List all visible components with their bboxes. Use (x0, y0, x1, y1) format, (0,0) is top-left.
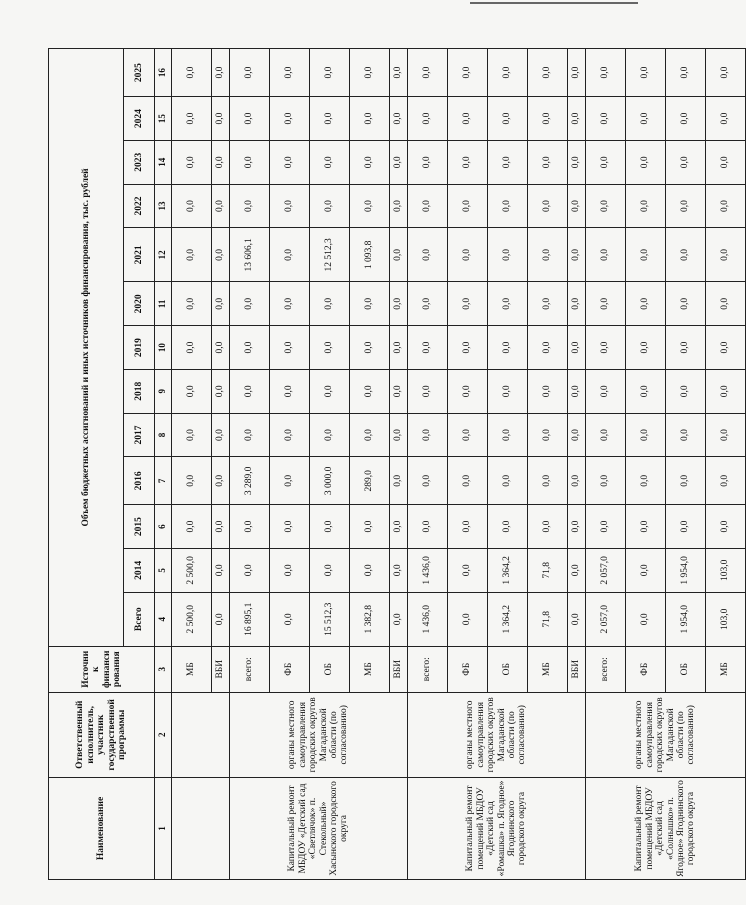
amount-cell: 0,0 (666, 457, 706, 505)
amount-cell: 0,0 (350, 505, 390, 549)
amount-cell: 0,0 (212, 505, 230, 549)
amount-cell: 12 512,3 (310, 228, 350, 282)
amount-cell: 0,0 (310, 282, 350, 326)
amount-cell: 0,0 (390, 505, 408, 549)
amount-cell: 0,0 (390, 413, 408, 457)
amount-cell: 0,0 (448, 369, 488, 413)
amount-cell: 3 289,0 (230, 457, 270, 505)
amount-cell: 0,0 (390, 457, 408, 505)
funding-source: всего: (408, 646, 448, 692)
header-year: 2019 (124, 326, 155, 370)
amount-cell: 0,0 (706, 457, 746, 505)
amount-cell: 0,0 (390, 228, 408, 282)
header-column-number: 3 (155, 646, 172, 692)
amount-cell: 0,0 (172, 228, 212, 282)
amount-cell: 0,0 (488, 228, 528, 282)
amount-cell: 0,0 (626, 282, 666, 326)
header-column-number: 6 (155, 505, 172, 549)
amount-cell: 0,0 (666, 97, 706, 141)
amount-cell: 1 954,0 (666, 548, 706, 592)
amount-cell: 0,0 (448, 282, 488, 326)
amount-cell: 0,0 (350, 413, 390, 457)
amount-cell: 0,0 (172, 457, 212, 505)
amount-cell: 1 436,0 (408, 592, 448, 646)
amount-cell: 0,0 (626, 97, 666, 141)
funding-source: МБ (528, 646, 568, 692)
amount-cell: 0,0 (270, 97, 310, 141)
header-column-number: 7 (155, 457, 172, 505)
funding-source: ВБИ (390, 646, 408, 692)
header-column-number: 15 (155, 97, 172, 141)
amount-cell: 0,0 (212, 49, 230, 97)
amount-cell: 0,0 (270, 184, 310, 228)
amount-cell: 0,0 (408, 97, 448, 141)
amount-cell: 0,0 (390, 369, 408, 413)
amount-cell: 0,0 (626, 184, 666, 228)
header-year: 2017 (124, 413, 155, 457)
header-executor: Ответственный исполнитель, участник государственной программы (49, 692, 155, 777)
amount-cell: 0,0 (528, 184, 568, 228)
amount-cell: 0,0 (568, 413, 586, 457)
amount-cell: 1 382,8 (350, 592, 390, 646)
amount-cell: 0,0 (568, 49, 586, 97)
amount-cell: 0,0 (626, 413, 666, 457)
amount-cell: 0,0 (310, 97, 350, 141)
amount-cell: 0,0 (666, 228, 706, 282)
amount-cell: 0,0 (568, 97, 586, 141)
amount-cell: 2 057,0 (586, 548, 626, 592)
amount-cell: 0,0 (666, 184, 706, 228)
table-row (172, 49, 212, 880)
amount-cell: 0,0 (706, 326, 746, 370)
amount-cell: 0,0 (666, 369, 706, 413)
amount-cell: 0,0 (230, 413, 270, 457)
header-year: 2014 (124, 548, 155, 592)
amount-cell: 0,0 (568, 369, 586, 413)
amount-cell: 0,0 (488, 184, 528, 228)
header-year: 2021 (124, 228, 155, 282)
amount-cell: 0,0 (626, 140, 666, 184)
amount-cell: 0,0 (270, 282, 310, 326)
amount-cell: 0,0 (448, 49, 488, 97)
amount-cell: 0,0 (666, 140, 706, 184)
amount-cell: 0,0 (230, 548, 270, 592)
amount-cell: 0,0 (172, 140, 212, 184)
amount-cell: 0,0 (706, 97, 746, 141)
amount-cell: 2 500,0 (172, 592, 212, 646)
header-column-number: 12 (155, 228, 172, 282)
funding-source: ФБ (626, 646, 666, 692)
amount-cell: 0,0 (626, 457, 666, 505)
amount-cell: 0,0 (350, 369, 390, 413)
funding-table (48, 48, 746, 880)
amount-cell: 0,0 (626, 228, 666, 282)
amount-cell: 0,0 (172, 49, 212, 97)
executor (172, 692, 230, 777)
amount-cell: 0,0 (270, 369, 310, 413)
funding-source: всего: (230, 646, 270, 692)
amount-cell: 0,0 (408, 282, 448, 326)
header-source: Источник финансирования (49, 646, 155, 692)
amount-cell: 0,0 (586, 369, 626, 413)
header-year: 2018 (124, 369, 155, 413)
amount-cell: 0,0 (230, 49, 270, 97)
amount-cell: 0,0 (212, 97, 230, 141)
amount-cell: 0,0 (488, 326, 528, 370)
amount-cell: 0,0 (390, 548, 408, 592)
header-numbers-row (155, 49, 172, 880)
amount-cell: 0,0 (350, 282, 390, 326)
amount-cell: 0,0 (586, 49, 626, 97)
amount-cell: 0,0 (408, 184, 448, 228)
amount-cell: 0,0 (172, 413, 212, 457)
executor: органы местного самоуправления городских округов Магаданской области (по согласованию) (586, 692, 746, 777)
amount-cell: 0,0 (568, 505, 586, 549)
amount-cell: 0,0 (706, 49, 746, 97)
table-row (230, 49, 270, 880)
amount-cell: 0,0 (488, 413, 528, 457)
amount-cell: 0,0 (408, 326, 448, 370)
header-name: Наименование (49, 777, 155, 879)
amount-cell: 0,0 (390, 184, 408, 228)
amount-cell: 0,0 (706, 505, 746, 549)
funding-source: МБ (172, 646, 212, 692)
amount-cell: 0,0 (448, 505, 488, 549)
amount-cell: 0,0 (528, 228, 568, 282)
amount-cell: 0,0 (528, 326, 568, 370)
amount-cell: 0,0 (706, 413, 746, 457)
amount-cell: 0,0 (448, 592, 488, 646)
amount-cell: 0,0 (586, 184, 626, 228)
header-column-number: 8 (155, 413, 172, 457)
amount-cell: 0,0 (448, 140, 488, 184)
amount-cell: 1 954,0 (666, 592, 706, 646)
amount-cell: 0,0 (528, 505, 568, 549)
amount-cell: 0,0 (350, 140, 390, 184)
amount-cell: 0,0 (568, 282, 586, 326)
amount-cell: 0,0 (230, 369, 270, 413)
amount-cell: 0,0 (172, 97, 212, 141)
amount-cell: 1 364,2 (488, 592, 528, 646)
amount-cell: 2 057,0 (586, 592, 626, 646)
table-row (408, 49, 448, 880)
amount-cell: 71,8 (528, 592, 568, 646)
amount-cell: 0,0 (586, 326, 626, 370)
amount-cell: 0,0 (528, 282, 568, 326)
header-column-number: 9 (155, 369, 172, 413)
amount-cell: 0,0 (270, 457, 310, 505)
amount-cell: 0,0 (488, 282, 528, 326)
header-column-number: 1 (155, 777, 172, 879)
amount-cell: 0,0 (666, 413, 706, 457)
amount-cell: 0,0 (488, 97, 528, 141)
amount-cell: 0,0 (310, 326, 350, 370)
amount-cell: 0,0 (488, 369, 528, 413)
amount-cell: 0,0 (706, 184, 746, 228)
amount-cell: 0,0 (666, 49, 706, 97)
amount-cell: 0,0 (626, 49, 666, 97)
amount-cell: 0,0 (626, 592, 666, 646)
amount-cell: 0,0 (408, 49, 448, 97)
funding-source: ОБ (488, 646, 528, 692)
amount-cell: 0,0 (390, 592, 408, 646)
amount-cell: 0,0 (310, 369, 350, 413)
amount-cell: 2 500,0 (172, 548, 212, 592)
amount-cell: 0,0 (310, 413, 350, 457)
measure-name: Капитальный ремонт МБДОУ «Детский сад «Светлячок» п. Стекольный» Хасынского городского округа (230, 777, 408, 879)
amount-cell: 0,0 (408, 457, 448, 505)
amount-cell: 0,0 (586, 228, 626, 282)
amount-cell: 0,0 (626, 326, 666, 370)
amount-cell: 1 436,0 (408, 548, 448, 592)
amount-cell: 0,0 (310, 505, 350, 549)
amount-cell: 0,0 (230, 140, 270, 184)
amount-cell: 13 606,1 (230, 228, 270, 282)
amount-cell: 0,0 (212, 592, 230, 646)
funding-source: ФБ (448, 646, 488, 692)
amount-cell: 0,0 (706, 369, 746, 413)
amount-cell: 0,0 (270, 228, 310, 282)
header-year: 2025 (124, 49, 155, 97)
amount-cell: 0,0 (666, 282, 706, 326)
amount-cell: 0,0 (350, 49, 390, 97)
funding-source: ОБ (310, 646, 350, 692)
amount-cell: 71,8 (528, 548, 568, 592)
amount-cell: 0,0 (666, 326, 706, 370)
amount-cell: 0,0 (390, 97, 408, 141)
amount-cell: 0,0 (488, 49, 528, 97)
amount-cell: 0,0 (626, 369, 666, 413)
funding-source: ВБИ (212, 646, 230, 692)
amount-cell: 0,0 (586, 413, 626, 457)
amount-cell: 103,0 (706, 548, 746, 592)
amount-cell: 0,0 (390, 140, 408, 184)
amount-cell: 0,0 (488, 505, 528, 549)
amount-cell: 0,0 (408, 228, 448, 282)
amount-cell: 0,0 (568, 548, 586, 592)
amount-cell: 0,0 (172, 282, 212, 326)
amount-cell: 0,0 (448, 228, 488, 282)
amount-cell: 0,0 (568, 140, 586, 184)
amount-cell: 0,0 (270, 592, 310, 646)
amount-cell: 3 000,0 (310, 457, 350, 505)
amount-cell: 0,0 (666, 505, 706, 549)
header-year: 2024 (124, 97, 155, 141)
rotated-sheet (48, 48, 731, 880)
amount-cell: 0,0 (172, 326, 212, 370)
amount-cell: 0,0 (390, 282, 408, 326)
amount-cell: 0,0 (448, 548, 488, 592)
amount-cell: 0,0 (528, 49, 568, 97)
amount-cell: 0,0 (448, 326, 488, 370)
amount-cell: 0,0 (568, 184, 586, 228)
funding-source: ОБ (666, 646, 706, 692)
amount-cell: 0,0 (212, 413, 230, 457)
amount-cell: 0,0 (706, 282, 746, 326)
amount-cell: 0,0 (528, 140, 568, 184)
amount-cell: 0,0 (350, 548, 390, 592)
amount-cell: 0,0 (172, 505, 212, 549)
amount-cell: 0,0 (212, 369, 230, 413)
header-column-number: 10 (155, 326, 172, 370)
header-column-number: 13 (155, 184, 172, 228)
amount-cell: 0,0 (172, 369, 212, 413)
table-row (586, 49, 626, 880)
amount-cell: 0,0 (448, 457, 488, 505)
amount-cell: 0,0 (270, 505, 310, 549)
amount-cell: 1 093,8 (350, 228, 390, 282)
amount-cell: 0,0 (528, 457, 568, 505)
amount-cell: 0,0 (408, 369, 448, 413)
amount-cell: 0,0 (212, 140, 230, 184)
funding-source: МБ (350, 646, 390, 692)
amount-cell: 0,0 (448, 97, 488, 141)
amount-cell: 15 512,3 (310, 592, 350, 646)
amount-cell: 0,0 (270, 548, 310, 592)
amount-cell: 0,0 (408, 505, 448, 549)
amount-cell: 0,0 (488, 140, 528, 184)
amount-cell: 0,0 (230, 184, 270, 228)
amount-cell: 0,0 (212, 457, 230, 505)
measure-name (172, 777, 230, 879)
header-year: 2016 (124, 457, 155, 505)
amount-cell: 0,0 (568, 457, 586, 505)
amount-cell: 0,0 (586, 97, 626, 141)
amount-cell: 0,0 (408, 140, 448, 184)
header-year: 2022 (124, 184, 155, 228)
header-column-number: 11 (155, 282, 172, 326)
executor: органы местного самоуправления городских округов Магаданской области (по согласованию) (230, 692, 408, 777)
amount-cell: 0,0 (310, 184, 350, 228)
amount-cell: 0,0 (310, 548, 350, 592)
amount-cell: 0,0 (408, 413, 448, 457)
amount-cell: 0,0 (706, 140, 746, 184)
amount-cell: 0,0 (586, 505, 626, 549)
amount-cell: 0,0 (310, 140, 350, 184)
amount-cell: 0,0 (230, 505, 270, 549)
header-year: 2020 (124, 282, 155, 326)
header-year: 2015 (124, 505, 155, 549)
header-column-number: 4 (155, 592, 172, 646)
amount-cell: 0,0 (230, 97, 270, 141)
measure-name: Капитальный ремонт помещений МБДОУ «Детский сад «Солнышко» п. Ягодное» Ягоднинского городского округа (586, 777, 746, 879)
amount-cell: 0,0 (270, 326, 310, 370)
header-column-number: 5 (155, 548, 172, 592)
amount-cell: 0,0 (212, 326, 230, 370)
header-year: 2023 (124, 140, 155, 184)
amount-cell: 0,0 (310, 49, 350, 97)
amount-cell: 16 895,1 (230, 592, 270, 646)
amount-cell: 0,0 (212, 548, 230, 592)
amount-cell: 0,0 (488, 457, 528, 505)
rotated-content (48, 48, 731, 880)
amount-cell: 0,0 (350, 326, 390, 370)
amount-cell: 0,0 (528, 369, 568, 413)
amount-cell: 0,0 (528, 413, 568, 457)
header-column-number: 14 (155, 140, 172, 184)
amount-cell: 0,0 (586, 282, 626, 326)
amount-cell: 0,0 (586, 457, 626, 505)
amount-cell: 0,0 (390, 49, 408, 97)
amount-cell: 0,0 (212, 184, 230, 228)
table-body (172, 49, 746, 880)
top-rule (470, 2, 638, 4)
amount-cell: 0,0 (270, 49, 310, 97)
amount-cell: 0,0 (230, 326, 270, 370)
amount-cell: 0,0 (568, 228, 586, 282)
header-column-number: 16 (155, 49, 172, 97)
amount-cell: 0,0 (270, 140, 310, 184)
amount-cell: 0,0 (390, 326, 408, 370)
header-column-number: 2 (155, 692, 172, 777)
header-funding: Объем бюджетных ассигнований и иных источников финансирования, тыс. рублей (49, 49, 124, 647)
funding-source: МБ (706, 646, 746, 692)
amount-cell: 0,0 (706, 228, 746, 282)
amount-cell: 0,0 (212, 282, 230, 326)
amount-cell: 289,0 (350, 457, 390, 505)
amount-cell: 0,0 (568, 326, 586, 370)
executor: органы местного самоуправления городских округов Магаданской области (по согласованию) (408, 692, 586, 777)
amount-cell: 0,0 (568, 592, 586, 646)
amount-cell: 0,0 (350, 97, 390, 141)
amount-cell: 0,0 (586, 140, 626, 184)
amount-cell: 0,0 (230, 282, 270, 326)
amount-cell: 0,0 (626, 548, 666, 592)
measure-name: Капитальный ремонт помещений МБДОУ «Детский сад «Ромашка» п. Ягодное» Ягоднинского городского округа (408, 777, 586, 879)
amount-cell: 0,0 (212, 228, 230, 282)
amount-cell: 0,0 (528, 97, 568, 141)
funding-source: ВБИ (568, 646, 586, 692)
header-year: Всего (124, 592, 155, 646)
amount-cell: 1 364,2 (488, 548, 528, 592)
amount-cell: 0,0 (172, 184, 212, 228)
amount-cell: 0,0 (350, 184, 390, 228)
amount-cell: 0,0 (270, 413, 310, 457)
amount-cell: 103,0 (706, 592, 746, 646)
funding-source: ФБ (270, 646, 310, 692)
amount-cell: 0,0 (626, 505, 666, 549)
funding-source: всего: (586, 646, 626, 692)
amount-cell: 0,0 (448, 413, 488, 457)
amount-cell: 0,0 (448, 184, 488, 228)
